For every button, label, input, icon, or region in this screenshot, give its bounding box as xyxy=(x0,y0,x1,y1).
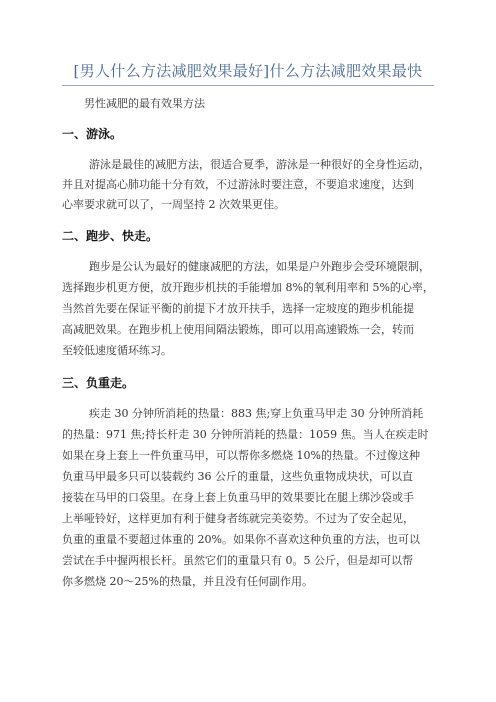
paragraph-line: 如果在身上套上一件负重马甲，可以帮你多燃烧 10%的热量。不过像这种 xyxy=(62,449,420,462)
paragraph-line: 疾走 30 分钟所消耗的热量：883 焦;穿上负重马甲走 30 分钟所消耗 xyxy=(89,407,424,420)
intro-text: 男性减肥的最有效果方法 xyxy=(84,97,205,110)
paragraph-line: 跑步是公认为最好的健康减肥的方法，如果是户外跑步会受环境限制， xyxy=(89,260,430,273)
title-underline xyxy=(62,85,434,86)
paragraph-line: 尝试在手中握两根长杆。虽然它们的重量只有 0。5 公斤，但是却可以帮 xyxy=(62,554,413,567)
paragraph-line: 上举哑铃好，这样更加有利于健身者练就完美姿势。不过为了安全起见， xyxy=(62,512,414,525)
paragraph-line: 的热量：971 焦;持长杆走 30 分钟所消耗的热量：1059 焦。当人在疾走时 xyxy=(62,428,429,441)
paragraph-line: 负重的重量不要超过体重的 20%。如果你不喜欢这种负重的方法，也可以 xyxy=(62,533,420,546)
paragraph-line: 接装在马甲的口袋里。在身上套上负重马甲的效果要比在腿上绑沙袋或手 xyxy=(62,491,414,504)
page-title: [男人什么方法减肥效果最好]什么方法减肥效果最快 xyxy=(73,62,423,80)
paragraph-line: 负重马甲最多只可以装载约 36 公斤的重量，这些负重物成块状，可以直 xyxy=(62,470,413,483)
paragraph-line: 并且对提高心肺功能十分有效，不过游泳时要注意，不要追求速度，达到 xyxy=(62,178,414,191)
section-heading-weighted-walk: 三、负重走。 xyxy=(62,376,135,390)
paragraph-line: 你多燃烧 20～25%的热量，并且没有任何副作用。 xyxy=(62,575,313,588)
paragraph-line: 游泳是最佳的减肥方法，很适合夏季，游泳是一种很好的全身性运动， xyxy=(89,158,430,171)
paragraph-line: 高减肥效果。在跑步机上使用间隔法锻炼，即可以用高速锻炼一会，转而 xyxy=(62,323,414,336)
paragraph-line: 当然首先要在保证平衡的前提下才放开扶手，选择一定坡度的跑步机能提 xyxy=(62,302,414,315)
paragraph-line: 至较低速度循环练习。 xyxy=(62,344,172,357)
section-heading-running: 二、跑步、快走。 xyxy=(62,229,159,243)
paragraph-line: 选择跑步机更方便，放开跑步机扶的手能增加 8%的氧利用率和 5%的心率， xyxy=(62,281,434,294)
section-heading-swimming: 一、游泳。 xyxy=(62,127,123,141)
paragraph-line: 心率要求就可以了，一周坚持 2 次效果更佳。 xyxy=(62,198,285,211)
